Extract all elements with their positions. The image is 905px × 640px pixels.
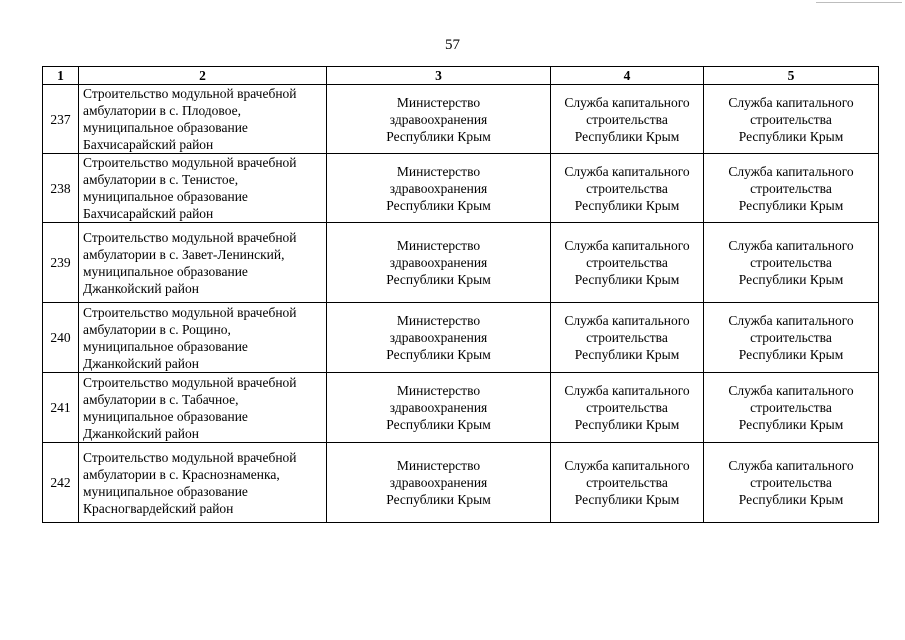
developer: Служба капитального строительства Республики Крым (704, 223, 879, 303)
object-name: Строительство модульной врачебной амбулатории в с. Краснознаменка, муниципальное образование Красногвардейский район (79, 443, 327, 523)
responsible-ministry: Министерство здравоохранения Республики Крым (327, 303, 551, 373)
column-header-3: 3 (327, 67, 551, 85)
customer: Служба капитального строительства Республики Крым (551, 85, 704, 154)
responsible-ministry: Министерство здравоохранения Республики Крым (327, 154, 551, 223)
column-header-2: 2 (79, 67, 327, 85)
object-name: Строительство модульной врачебной амбулатории в с. Рощино, муниципальное образование Джанкойский район (79, 303, 327, 373)
column-header-4: 4 (551, 67, 704, 85)
table-row (43, 154, 879, 223)
responsible-ministry: Министерство здравоохранения Республики Крым (327, 223, 551, 303)
page-number: 57 (445, 37, 460, 53)
developer: Служба капитального строительства Республики Крым (704, 303, 879, 373)
object-name: Строительство модульной врачебной амбулатории в с. Завет-Ленинский, муниципальное образование Джанкойский район (79, 223, 327, 303)
document-table (42, 66, 879, 523)
developer: Служба капитального строительства Республики Крым (704, 443, 879, 523)
row-number: 238 (43, 154, 79, 223)
table-row (43, 373, 879, 443)
customer: Служба капитального строительства Республики Крым (551, 223, 704, 303)
table-row (43, 303, 879, 373)
customer: Служба капитального строительства Республики Крым (551, 373, 704, 443)
row-number: 239 (43, 223, 79, 303)
developer: Служба капитального строительства Республики Крым (704, 85, 879, 154)
row-number: 241 (43, 373, 79, 443)
developer: Служба капитального строительства Республики Крым (704, 373, 879, 443)
column-header-5: 5 (704, 67, 879, 85)
object-name: Строительство модульной врачебной амбулатории в с. Тенистое, муниципальное образование Бахчисарайский район (79, 154, 327, 223)
responsible-ministry: Министерство здравоохранения Республики Крым (327, 443, 551, 523)
row-number: 240 (43, 303, 79, 373)
object-name: Строительство модульной врачебной амбулатории в с. Плодовое, муниципальное образование Бахчисарайский район (79, 85, 327, 154)
customer: Служба капитального строительства Республики Крым (551, 154, 704, 223)
table-row (43, 443, 879, 523)
customer: Служба капитального строительства Республики Крым (551, 443, 704, 523)
developer: Служба капитального строительства Республики Крым (704, 154, 879, 223)
corner-rule (816, 2, 902, 3)
column-header-1: 1 (43, 67, 79, 85)
table-header-row (43, 67, 879, 85)
responsible-ministry: Министерство здравоохранения Республики Крым (327, 85, 551, 154)
object-name: Строительство модульной врачебной амбулатории в с. Табачное, муниципальное образование Джанкойский район (79, 373, 327, 443)
row-number: 242 (43, 443, 79, 523)
row-number: 237 (43, 85, 79, 154)
table-row (43, 85, 879, 154)
table-row (43, 223, 879, 303)
customer: Служба капитального строительства Республики Крым (551, 303, 704, 373)
responsible-ministry: Министерство здравоохранения Республики Крым (327, 373, 551, 443)
